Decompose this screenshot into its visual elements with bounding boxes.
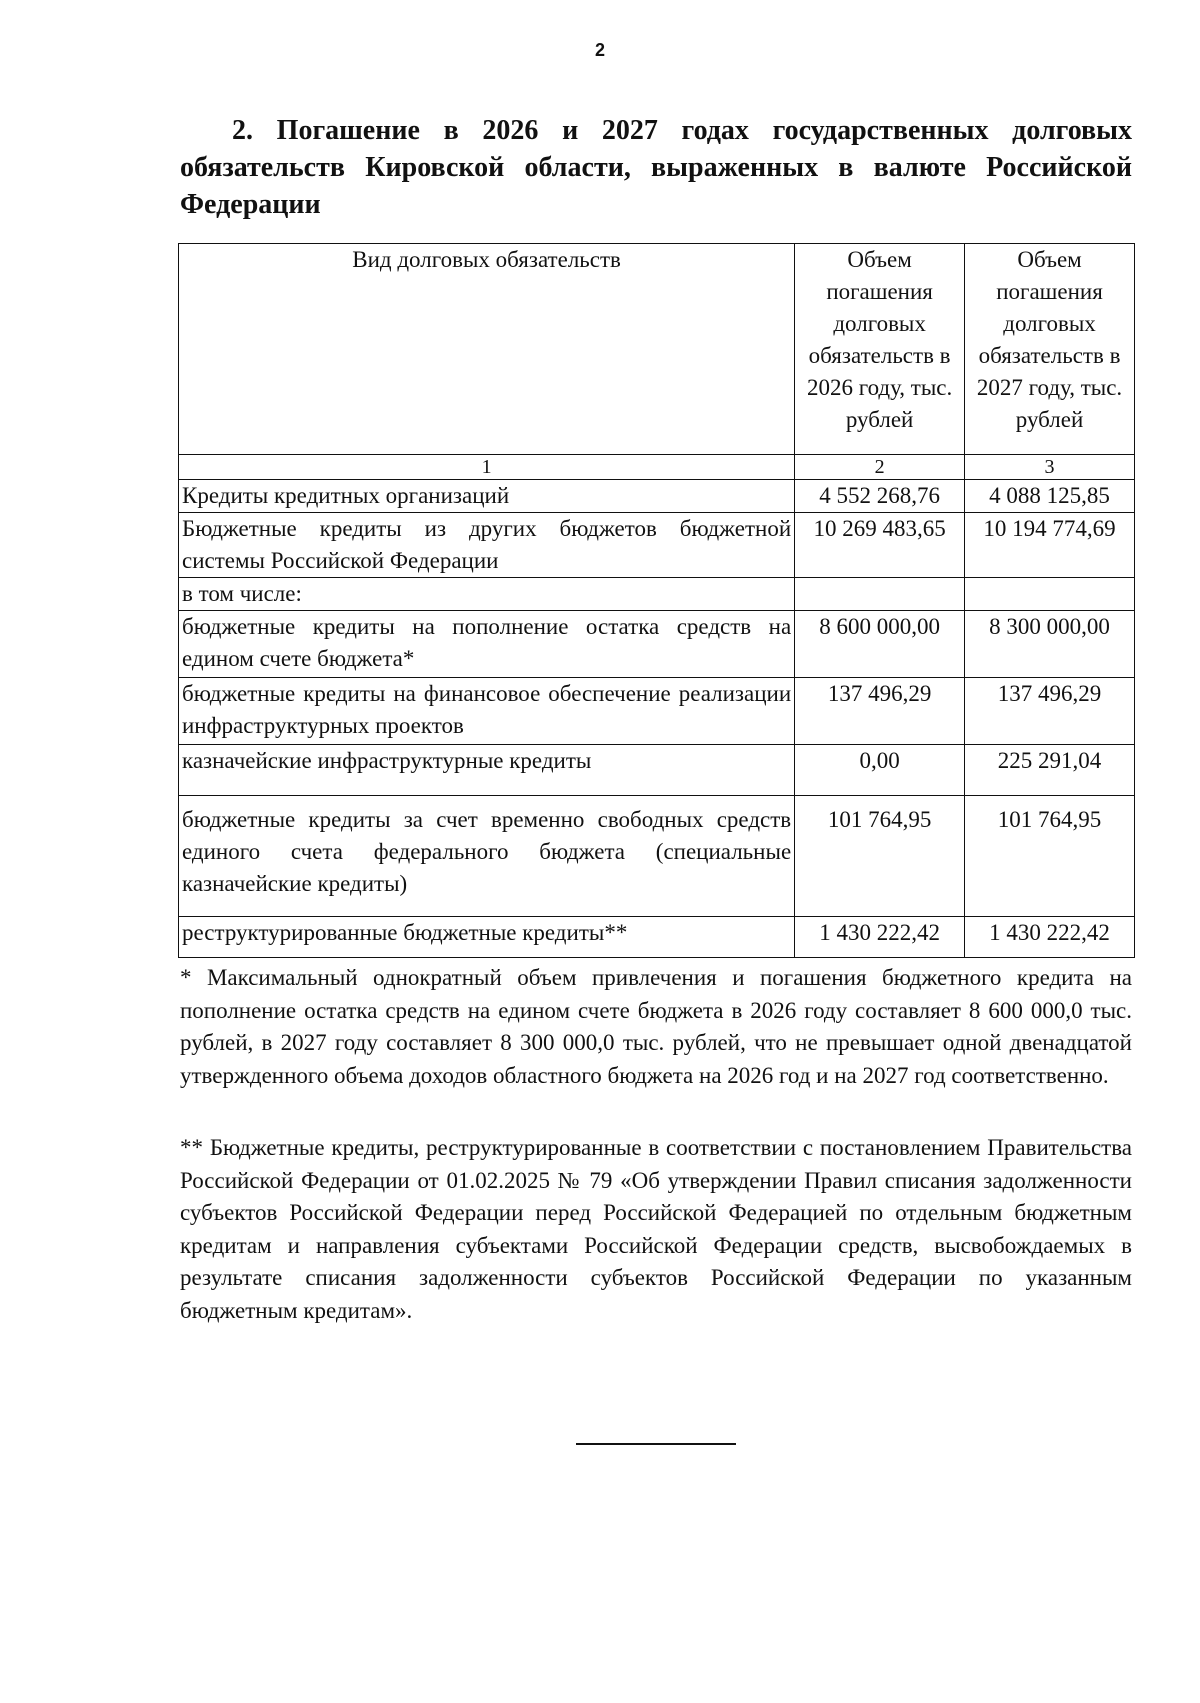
row-volume-2026: 8 600 000,00 [795, 611, 965, 678]
row-debt-type: бюджетные кредиты на пополнение остатка средств на едином счете бюджета* [179, 611, 795, 678]
end-of-document-rule [576, 1443, 736, 1445]
row-volume-2026: 137 496,29 [795, 678, 965, 745]
table-row [179, 513, 1135, 578]
header-volume-2026: Объем погашения долговых обязательств в 2026 году, тыс. рублей [795, 244, 965, 455]
footnote-double-asterisk: ** Бюджетные кредиты, реструктурированные в соответствии с постановлением Правительства Российской Федерации от 01.02.2025 № 79 «Об утверждении Правил списания задолженности субъектов Российской Федерации перед Российской Федерацией по отдельным бюджетным кредитам и направления субъектами Российской Федерации средств, высвобождаемых в результате списания задолженности субъектов Российской Федерации по указанным бюджетным кредитам». [180, 1135, 1132, 1323]
row-volume-2026: 0,00 [795, 745, 965, 796]
row-volume-2027: 8 300 000,00 [965, 611, 1135, 678]
table-row [179, 745, 1135, 796]
row-volume-2026: 101 764,95 [795, 796, 965, 917]
row-volume-2027: 1 430 222,42 [965, 917, 1135, 958]
section-heading: 2. Погашение в 2026 и 2027 годах государственных долговых обязательств Кировской области, выраженных в валюте Российской Федерации [180, 115, 1132, 220]
row-volume-2027 [965, 578, 1135, 611]
row-volume-2026: 10 269 483,65 [795, 513, 965, 578]
debt-repayment-table [178, 243, 1135, 958]
row-debt-type: реструктурированные бюджетные кредиты** [179, 917, 795, 958]
footnote-single-asterisk: * Максимальный однократный объем привлечения и погашения бюджетного кредита на пополнение остатка средств на едином счете бюджета в 2026 году составляет 8 600 000,0 тыс. рублей, в 2027 году составляет 8 300 000,0 тыс. рублей, что не превышает одной двенадцатой утвержденного объема доходов областного бюджета на 2026 год и на 2027 год соответственно. [180, 965, 1132, 1088]
row-volume-2026: 4 552 268,76 [795, 480, 965, 513]
table-row [179, 917, 1135, 958]
table-row [179, 578, 1135, 611]
row-volume-2026: 1 430 222,42 [795, 917, 965, 958]
table-row [179, 480, 1135, 513]
column-number-row [179, 455, 1135, 480]
row-debt-type: Бюджетные кредиты из других бюджетов бюджетной системы Российской Федерации [179, 513, 795, 578]
row-volume-2027: 225 291,04 [965, 745, 1135, 796]
row-volume-2027: 101 764,95 [965, 796, 1135, 917]
header-debt-type: Вид долговых обязательств [179, 244, 795, 455]
row-debt-type: в том числе: [179, 578, 795, 611]
row-volume-2027: 137 496,29 [965, 678, 1135, 745]
row-debt-type: казначейские инфраструктурные кредиты [179, 745, 795, 796]
row-debt-type: бюджетные кредиты за счет временно свободных средств единого счета федерального бюджета (специальные казначейские кредиты) [179, 796, 795, 917]
page-number: 2 [594, 40, 605, 60]
row-volume-2027: 4 088 125,85 [965, 480, 1135, 513]
column-number: 1 [179, 455, 795, 480]
row-volume-2026 [795, 578, 965, 611]
column-number: 3 [965, 455, 1135, 480]
row-debt-type: Кредиты кредитных организаций [179, 480, 795, 513]
table-header-row [179, 244, 1135, 455]
table-row [179, 796, 1135, 917]
row-debt-type: бюджетные кредиты на финансовое обеспечение реализации инфраструктурных проектов [179, 678, 795, 745]
row-volume-2027: 10 194 774,69 [965, 513, 1135, 578]
table-row [179, 611, 1135, 678]
header-volume-2027: Объем погашения долговых обязательств в 2027 году, тыс. рублей [965, 244, 1135, 455]
column-number: 2 [795, 455, 965, 480]
table-row [179, 678, 1135, 745]
